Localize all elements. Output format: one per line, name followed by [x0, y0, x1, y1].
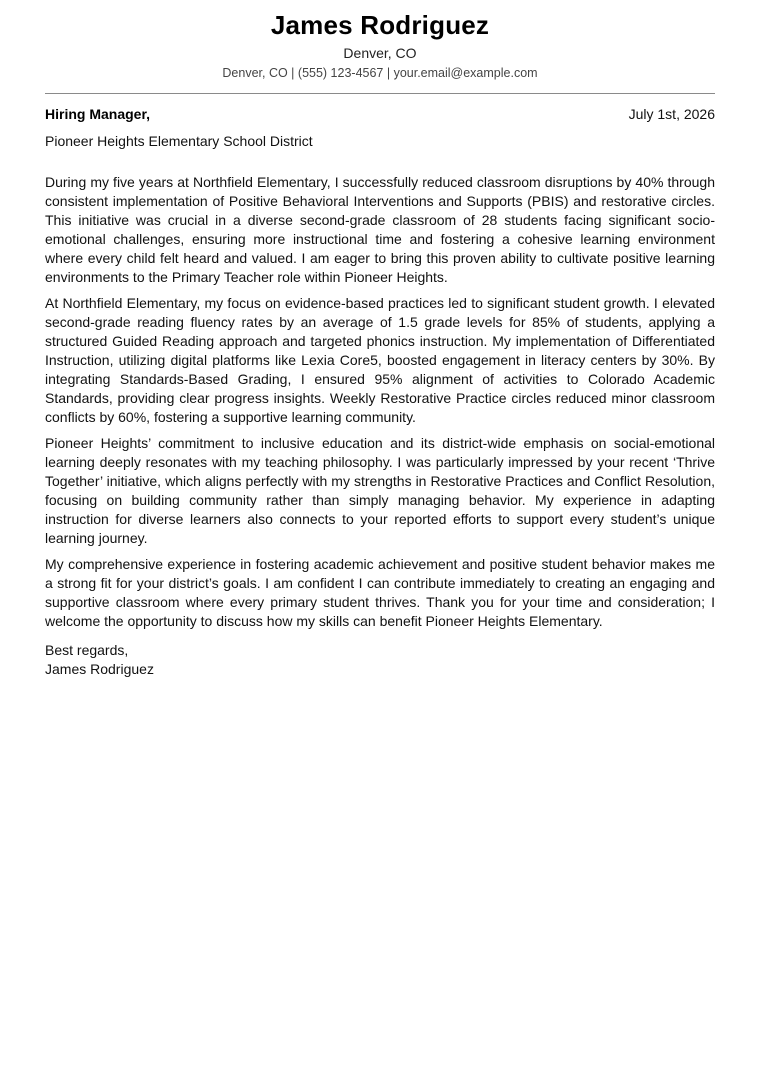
body-paragraph-3: Pioneer Heights’ commitment to inclusive education and its district-wide emphasis on social-emotional learning deeply resonates with my teaching philosophy. I was particularly impressed by your recent ‘Thrive Together’ initiative, which aligns perfectly with my strengths in Restorative Practices and Conflict Resolution, focusing on building community rather than simply managing behavior. My experience in adapting instruction for diverse learners also connects to your reported efforts to support every student’s unique learning journey. — [45, 435, 715, 546]
sender-location: Denver, CO — [343, 45, 417, 61]
letter-date: July 1st, 2026 — [628, 106, 715, 122]
body-paragraph-4: My comprehensive experience in fostering academic achievement and positive student behavior makes me a strong fit for your district’s goals. I am confident I can contribute immediately to creating an engaging and supportive classroom where every primary student thrives. Thank you for your time and consideration; I welcome the opportunity to discuss how my skills can benefit Pioneer Heights Elementary. — [45, 556, 715, 629]
letter-header — [45, 0, 715, 81]
signature-name: James Rodriguez — [45, 661, 154, 677]
sign-off: Best regards, — [45, 642, 129, 658]
recipient-date-row — [45, 105, 715, 123]
letter-closing — [45, 641, 715, 679]
header-divider — [45, 93, 715, 94]
recipient-organization: Pioneer Heights Elementary School District — [45, 133, 313, 149]
body-paragraph-2: At Northfield Elementary, my focus on evidence-based practices led to significant student growth. I elevated second-grade reading fluency rates by an average of 1.5 grade levels for 85% of students, applying a structured Guided Reading approach and targeted phonics instruction. My implementation of Differentiated Instruction, utilizing digital platforms like Lexia Core5, boosted engagement in literacy centers by 30%. By integrating Standards-Based Grading, I ensured 95% alignment of activities to Colorado Academic Standards, providing clear progress insights. Weekly Restorative Practice circles reduced minor classroom conflicts by 60%, fostering a supportive learning community. — [45, 295, 715, 425]
letter-body — [45, 173, 715, 631]
sender-name: James Rodriguez — [270, 10, 490, 40]
recipient-salutation: Hiring Manager, — [45, 106, 151, 122]
body-paragraph-1: During my five years at Northfield Elementary, I successfully reduced classroom disruptions by 40% through consistent implementation of Positive Behavioral Interventions and Supports (PBIS) and restorative circles. This initiative was crucial in a diverse second-grade classroom of 28 students facing significant socio-emotional challenges, ensuring more instructional time and fostering a cohesive learning environment where every child felt heard and valued. I am eager to bring this proven ability to cultivate positive learning environments to the Primary Teacher role within Pioneer Heights. — [45, 174, 715, 285]
sender-contact-line: Denver, CO | (555) 123-4567 | your.email@example.com — [222, 66, 538, 80]
